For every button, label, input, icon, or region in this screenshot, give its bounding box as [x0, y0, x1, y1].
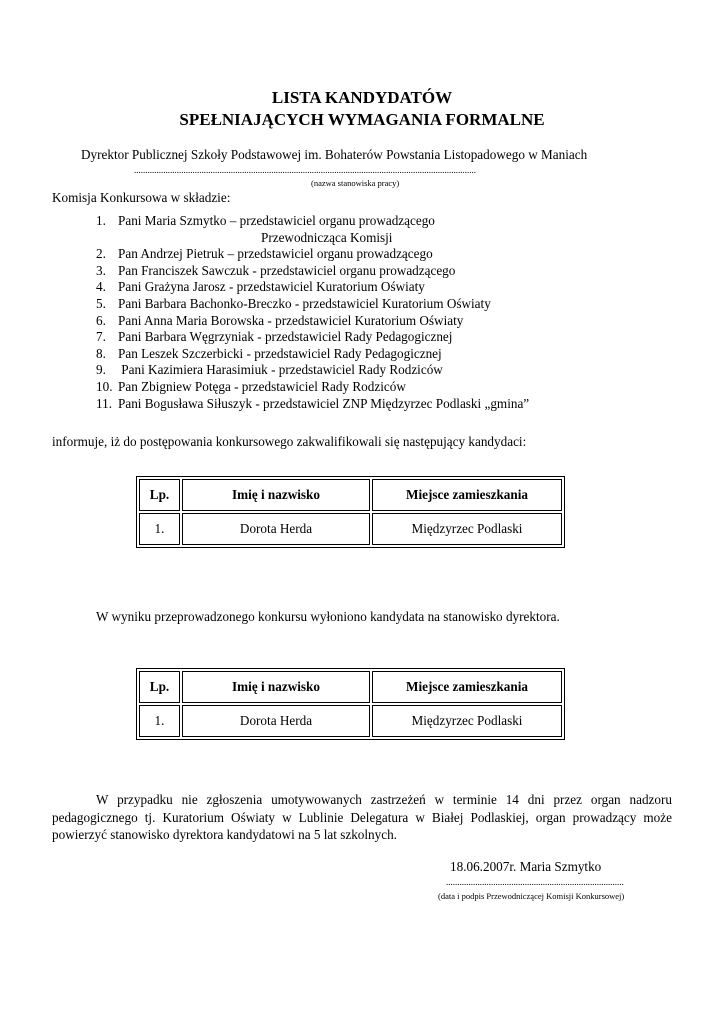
document-title-line1: LISTA KANDYDATÓW — [271, 88, 453, 107]
signature-dotted-line: ............................................................................... — [446, 877, 624, 887]
table-header-row — [139, 479, 562, 511]
cell-lp: 1. — [139, 705, 180, 737]
header-name: Imię i nazwisko — [182, 479, 370, 511]
qualified-intro: informuje, iż do postępowania konkursowego zakwalifikowali się następujący kandydaci: — [52, 434, 527, 449]
header-residence: Miejsce zamieszkania — [372, 479, 562, 511]
header-name: Imię i nazwisko — [182, 671, 370, 703]
document-title-line2: SPEŁNIAJĄCYCH WYMAGANIA FORMALNE — [179, 110, 545, 129]
closing-paragraph: W przypadku nie zgłoszenia umotywowanych zastrzeżeń w terminie 14 dni przez organ nadzoru pedagogicznego tj. Kuratorium Oświaty w Lublinie Delegatura w Białej Podlaskiej, organ prowadzący może powierzyć stanowisko dyrektora kandydatowi na 5 lat szkolnych. — [52, 792, 672, 842]
committee-member-role: Przewodnicząca Komisji — [261, 229, 393, 245]
table-row — [139, 705, 562, 737]
table-row — [139, 513, 562, 545]
cell-residence: Międzyrzec Podlaski — [372, 513, 562, 545]
committee-member-list — [96, 213, 529, 412]
cell-lp: 1. — [139, 513, 180, 545]
selected-intro: W wyniku przeprowadzonego konkursu wyłoniono kandydata na stanowisko dyrektora. — [96, 609, 560, 624]
table-header-row — [139, 671, 562, 703]
position-dotted-line: ........................................................................................................................................................ — [134, 165, 476, 175]
committee-member: 2. Pan Andrzej Pietruk – przedstawiciel organu prowadzącego — [96, 246, 433, 262]
committee-heading: Komisja Konkursowa w składzie: — [52, 190, 231, 205]
position-name: Dyrektor Publicznej Szkoły Podstawowej im. Bohaterów Powstania Listopadowego w Maniach — [81, 147, 588, 162]
committee-member: 8. Pan Leszek Szczerbicki - przedstawiciel Rady Pedagogicznej — [96, 345, 442, 361]
committee-member: 5. Pani Barbara Bachonko-Breczko - przedstawiciel Kuratorium Oświaty — [96, 295, 491, 311]
position-caption: (nazwa stanowiska pracy) — [311, 178, 400, 188]
selected-candidate-table — [136, 668, 565, 740]
committee-member: 9. Pani Kazimiera Harasimiuk - przedstawiciel Rady Rodziców — [96, 362, 443, 378]
signature-date-name: 18.06.2007r. Maria Szmytko — [450, 859, 602, 874]
committee-member: 1. Pani Maria Szmytko – przedstawiciel organu prowadzącego — [96, 213, 435, 228]
signature-caption: (data i podpis Przewodniczącej Komisji Konkursowej) — [438, 891, 625, 901]
committee-member: 10. Pan Zbigniew Potęga - przedstawiciel Rady Rodziców — [96, 378, 406, 394]
committee-member: 3. Pan Franciszek Sawczuk - przedstawiciel organu prowadzącego — [96, 262, 456, 278]
qualified-candidates-table — [136, 476, 565, 548]
cell-name: Dorota Herda — [182, 705, 370, 737]
committee-member: 7. Pani Barbara Węgrzyniak - przedstawiciel Rady Pedagogicznej — [96, 329, 453, 345]
committee-member: 4. Pani Grażyna Jarosz - przedstawiciel Kuratorium Oświaty — [96, 279, 425, 295]
committee-member: 11. Pani Bogusława Siłuszyk - przedstawiciel ZNP Międzyrzec Podlaski „gmina” — [96, 395, 530, 411]
committee-member: 6. Pani Anna Maria Borowska - przedstawiciel Kuratorium Oświaty — [96, 312, 464, 328]
header-residence: Miejsce zamieszkania — [372, 671, 562, 703]
cell-residence: Międzyrzec Podlaski — [372, 705, 562, 737]
cell-name: Dorota Herda — [182, 513, 370, 545]
header-lp: Lp. — [139, 479, 180, 511]
header-lp: Lp. — [139, 671, 180, 703]
